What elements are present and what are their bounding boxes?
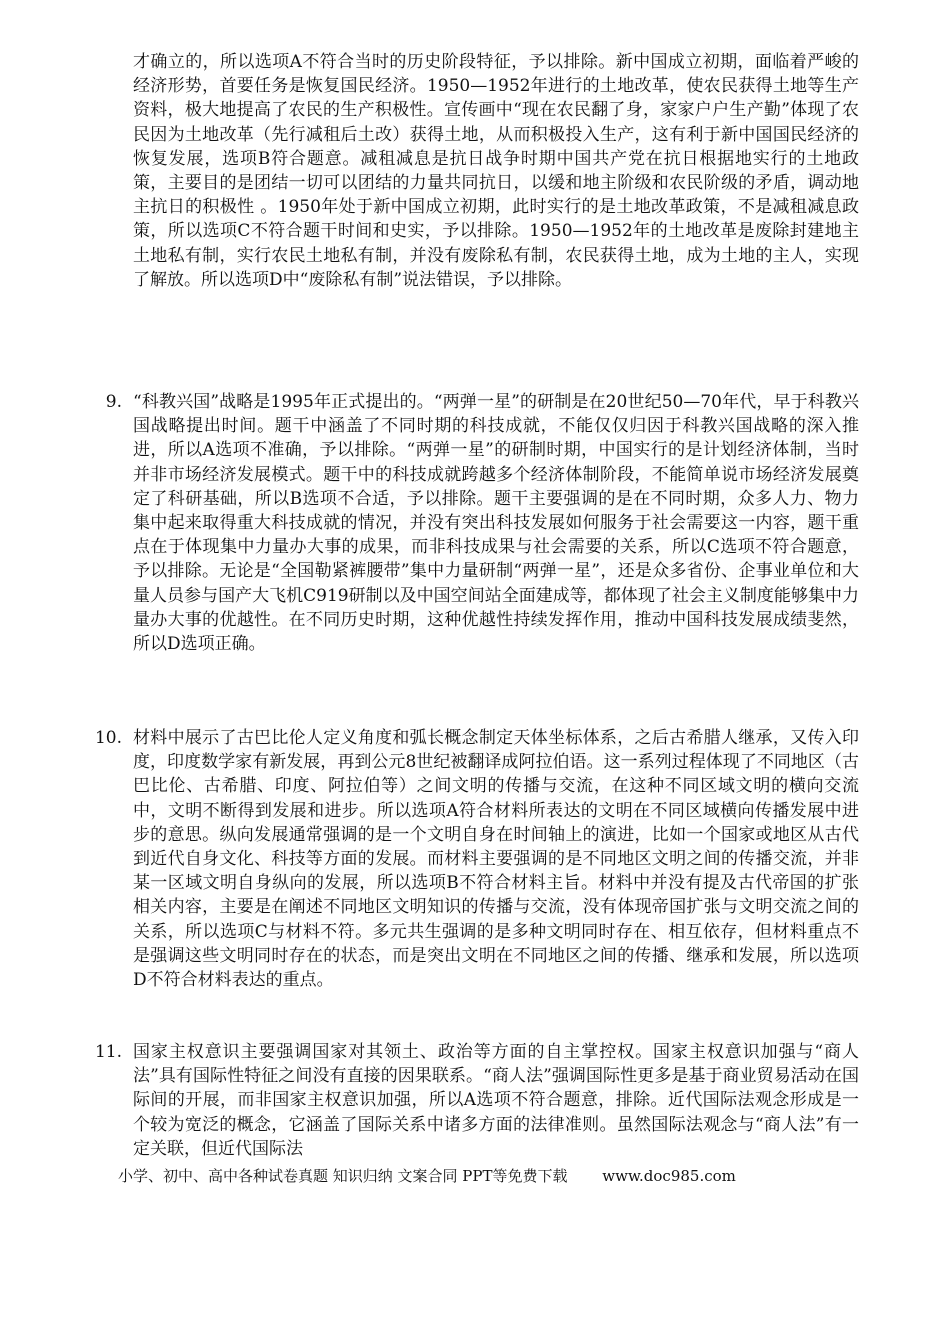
answer-10-text: 材料中展示了古巴比伦人定义角度和弧长概念制定天体坐标体系，之后古希腊人继承，又传入印度，印度数学家有新发展，再到公元8世纪被翻译成阿拉伯语。这一系列过程体现了不同地区（古巴比伦、古希腊、印度、阿拉伯等）之间文明的传播与交流，在这种不同区域文明的横向交流中，文明不断得到发展和进步。所以选项A符合材料所表达的文明在不同区域横向传播发展中进步的意思。纵向发展通常强调的是一个文明自身在时间轴上的演进，比如一个国家或地区从古代到近代自身文化、科技等方面的发展。而材料主要强调的是不同地区文明之间的传播交流，并非某一区域文明自身纵向的发展，所以选项B不符合材料主旨。材料中并没有提及古代帝国的扩张相关内容，主要是在阐述不同地区文明知识的传播与交流，没有体现帝国扩张与文明交流之间的关系，所以选项C与材料不符。多元共生强调的是多种文明同时存在、相互依存，但材料重点不是强调这些文明同时存在的状态，而是突出文明在不同地区之间的传播、继承和发展，所以选项D不符合材料表达的重点。 bbox=[133, 728, 859, 991]
answer-9-text: “科教兴国”战略是1995年正式提出的。“两弹一星”的研制是在20世纪50—70年代，早于科教兴国战略提出时间。题干中涵盖了不同时期的科技成就，不能仅仅归因于科教兴国战略的深入推进，所以A选项不准确，予以排除。“两弹一星”的研制时期，中国实行的是计划经济体制，当时并非市场经济发展模式。题干中的科技成就跨越多个经济体制阶段，不能简单说市场经济发展奠定了科研基础，所以B选项不合适，予以排除。题干主要强调的是在不同时期，众多人力、物力集中起来取得重大科技成就的情况，并没有突出科技发展如何服务于社会需要这一内容，题干重点在于体现集中力量办大事的成果，而非科技成果与社会需要的关系，所以C选项不符合题意，予以排除。无论是“全国勒紧裤腰带”集中力量研制“两弹一星”，还是众多省份、企事业单位和大量人员参与国产大飞机C919研制以及中国空间站全面建成等，都体现了社会主义制度能够集中力量办大事的优越性。在不同历史时期，这种优越性持续发挥作用，推动中国科技发展成绩斐然，所以D选项正确。 bbox=[133, 392, 859, 655]
question-9-number: 9. bbox=[105, 392, 122, 412]
answer-11-text: 国家主权意识主要强调国家对其领土、政治等方面的自主掌控权。国家主权意识加强与“商人法”具有国际性特征之间没有直接的因果联系。“商人法”强调国际性更多是基于商业贸易活动在国际间的开展，而非国家主权意识加强，所以A选项不符合题意，排除。近代国际法观念形成是一个较为宽泛的概念，它涵盖了国际关系中诸多方面的法律准则。虽然国际法观念与“商人法”有一定关联，但近代国际法 bbox=[133, 1042, 859, 1159]
footer-text: 小学、初中、高中各种试卷真题 知识归纳 文案合同 PPT等免费下载 bbox=[118, 1167, 568, 1185]
question-11-number: 11. bbox=[94, 1042, 122, 1062]
answer-8-continuation: 才确立的，所以选项A不符合当时的历史阶段特征，予以排除。新中国成立初期，面临着严峻的经济形势，首要任务是恢复国民经济。1950—1952年进行的土地改革，使农民获得土地等生产资料，极大地提高了农民的生产积极性。宣传画中“现在农民翻了身，家家户户生产勤”体现了农民因为土地改革（先行减租后土改）获得土地，从而积极投入生产，这有利于新中国国民经济的恢复发展，选项B符合题意。减租减息是抗日战争时期中国共产党在抗日根据地实行的土地政策，主要目的是团结一切可以团结的力量共同抗日，以缓和地主阶级和农民阶级的矛盾，调动地主抗日的积极性 。1950年处于新中国成立初期，此时实行的是土地改革政策，不是减租减息政策，所以选项C不符合题干时间和史实，予以排除。1950—1952年的土地改革是废除封建地主土地私有制，实行农民土地私有制，并没有废除私有制，农民获得土地，成为土地的主人，实现了解放。所以选项D中“废除私有制”说法错误，予以排除。 bbox=[133, 52, 859, 290]
question-10-number: 10. bbox=[94, 728, 122, 748]
footer-url-link[interactable]: www.doc985.com bbox=[602, 1167, 736, 1185]
page-footer bbox=[118, 1166, 736, 1186]
